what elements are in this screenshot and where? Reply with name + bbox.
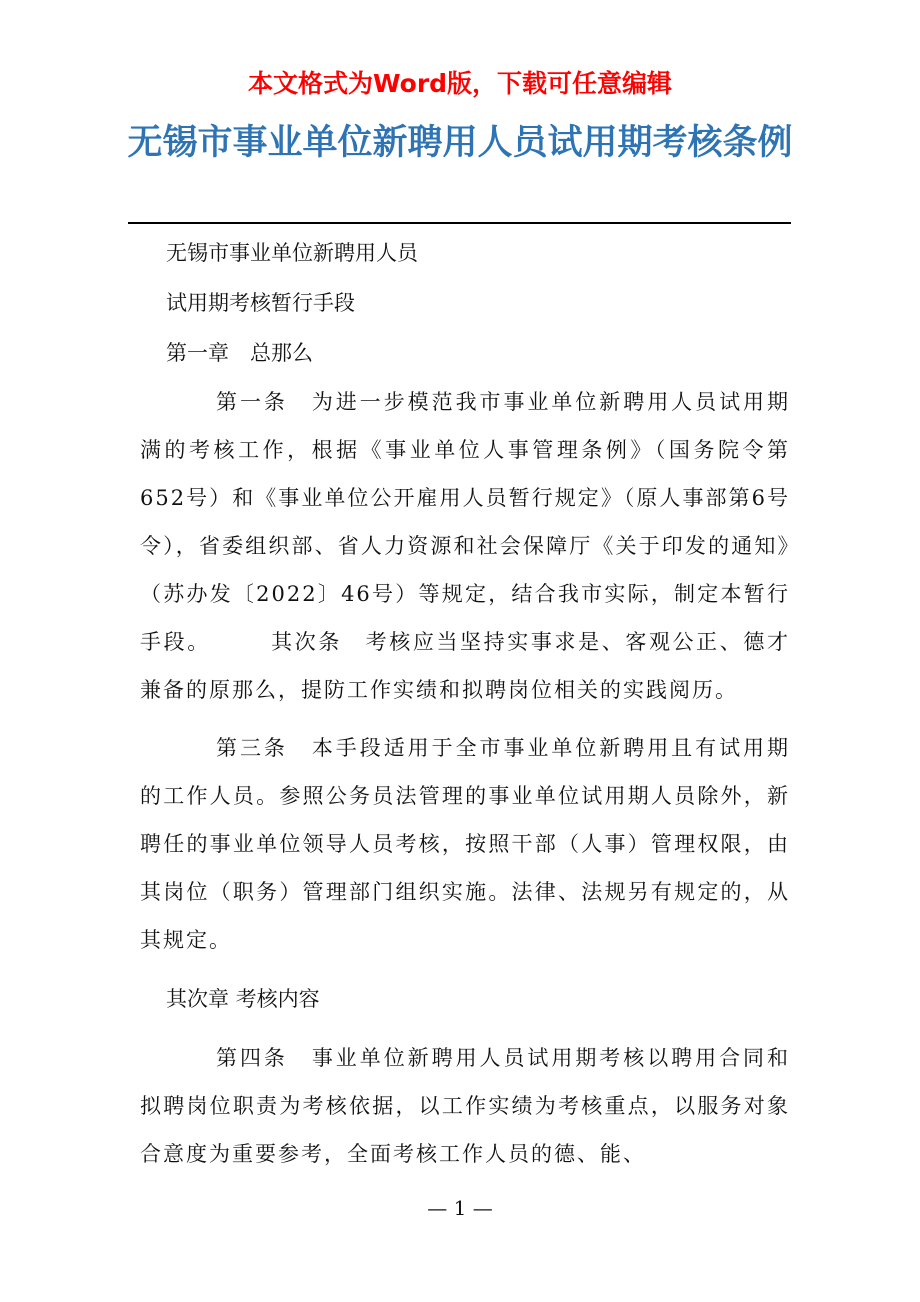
chapter-1-heading: 第一章 总那么 [166,341,313,365]
article-4-paragraph: 第四条 事业单位新聘用人员试用期考核以聘用合同和拟聘岗位职责为考核依据，以工作实绩为考核重点，以服务对象合意度为重要参考，全面考核工作人员的德、能、 [140,1046,790,1166]
document-body [140,228,790,1178]
article-3-paragraph: 第三条 本手段适用于全市事业单位新聘用且有试用期的工作人员。参照公务员法管理的事业单位试用期人员除外，新聘任的事业单位领导人员考核，按照干部（人事）管理权限，由其岗位（职务）管理部门组织实施。法律、法规另有规定的，从其规定。 [140,736,790,952]
chapter-2-heading: 其次章 考核内容 [166,987,320,1011]
document-title: 无锡市事业单位新聘用人员试用期考核条例 [127,123,793,163]
article-1-paragraph: 第一条 为进一步模范我市事业单位新聘用人员试用期满的考核工作，根据《事业单位人事管理条例》（国务院令第652号）和《事业单位公开雇用人员暂行规定》（原人事部第6号令），省委组织部、省人力资源和社会保障厅《关于印发的通知》（苏办发〔2022〕46号）等规定，结合我市实际，制定本暂行手段。 其次条 考核应当坚持实事求是、客观公正、德才兼备的原那么，提防工作实绩和拟聘岗位相关的实践阅历。 [140,390,790,702]
format-notice-banner: 本文格式为Word版，下载可任意编辑 [247,69,673,98]
title-divider [128,222,791,224]
header-line-2: 试用期考核暂行手段 [166,291,355,315]
header-line-1: 无锡市事业单位新聘用人员 [166,241,418,265]
page-number: — 1 — [427,1196,493,1220]
